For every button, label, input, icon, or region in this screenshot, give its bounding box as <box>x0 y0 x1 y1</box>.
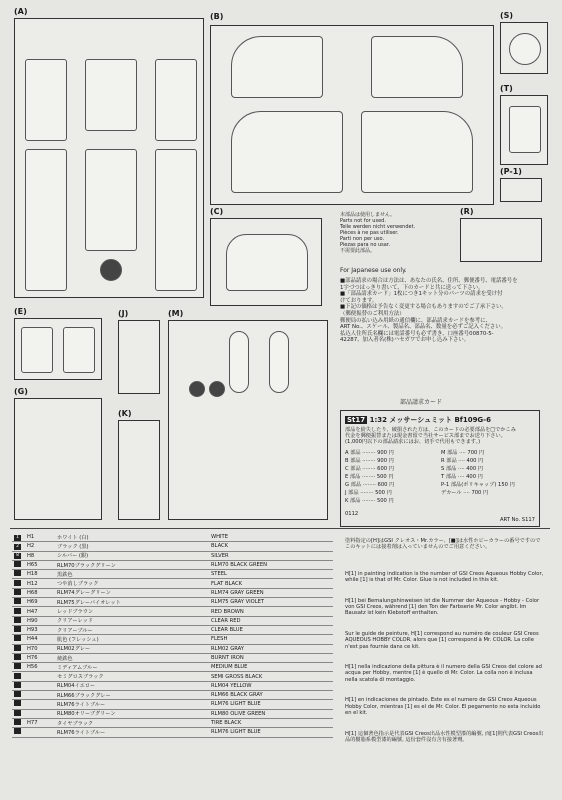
frame-label: (J) <box>118 309 129 318</box>
card-code: St17 <box>347 416 366 424</box>
color-name-jp: セミグロスブラック <box>55 672 209 681</box>
color-name-jp: RLM75グレーバイオレット <box>55 598 209 607</box>
paint-instructions <box>345 538 545 743</box>
color-code: H47 <box>25 607 55 616</box>
color-row <box>12 579 333 588</box>
sprue-frame-t <box>500 84 548 165</box>
paint-color-table <box>12 533 333 738</box>
canopy-part <box>509 106 541 153</box>
color-name-en: CLEAR BLUE <box>209 625 333 634</box>
canopy-part <box>509 33 541 65</box>
frame-label: (B) <box>210 12 224 21</box>
wing-upper-right <box>371 36 463 98</box>
price-row: A 部品 ········ 900 円 <box>345 450 394 456</box>
sprue-frame-c <box>210 207 322 306</box>
card-footer-left: 0112 <box>345 511 359 517</box>
instruction-fr: Sur le guide de peinture, H[1] correspond au numéro de couleur GSI Creos AQUEOUS HOBBY COLOR. alors que [1] correspond à Mr. COLOR. La colle n'est pas fournie dans ce kit. <box>345 630 539 650</box>
panel-part <box>21 327 53 373</box>
color-name-en: RLM70 BLACK GREEN <box>209 560 333 569</box>
color-code: H68 <box>25 588 55 597</box>
color-row <box>12 551 333 560</box>
color-code <box>25 709 55 718</box>
fuselage-half-left <box>25 149 67 291</box>
color-code: H12 <box>25 579 55 588</box>
frame-label: (K) <box>118 409 132 418</box>
color-swatch <box>14 645 21 651</box>
drop-tank <box>229 331 249 393</box>
color-name-en: RLM76 LIGHT BLUE <box>209 728 333 737</box>
card-footer-right: ART No. S117 <box>499 517 535 523</box>
color-name-jp: RLM80オリーブグリーン <box>55 709 209 718</box>
price-row: P-1 部品(ポリキャップ) 150 円 <box>441 482 515 488</box>
color-code: H2 <box>25 542 55 551</box>
color-name-jp: レッドブラウン <box>55 607 209 616</box>
color-swatch: 2 <box>14 544 21 550</box>
sprue-frame-p1 <box>500 167 542 202</box>
color-code: H18 <box>25 570 55 579</box>
sprue-frame-b <box>210 12 494 205</box>
price-row: J 部品 ········ 500 円 <box>345 490 392 496</box>
instruction-en: H[1] in painting indication is the number of GSI Creos Aqueous Hobby Color, while [1] is that of Mr. Color. Glue is not included in this kit. <box>345 570 544 584</box>
card-title: 1:32 メッサーシュミット Bf109G-6 <box>369 416 491 424</box>
color-row <box>12 588 333 597</box>
price-row: S 部品 ···· 400 円 <box>441 466 483 472</box>
section-divider <box>10 528 550 529</box>
parts-order-card: St17 1:32 メッサーシュミット Bf109G-6 部品を紛失したり、破損された方は、このカードの必要部品を□でかこみ 代金を郵便振替または現金書留で当社サービス部までお送り下さい。 (1,000円以下の部品請求にはお、切手で代用もできます。) A 部品 ········ 900 円 B 部品 ········ 900 円 C 部品 ········ 600 円 E 部品 ········ 500 円 G 部品 ········ 600 円 J 部品 ········ 500 円 K 部品 ········ 500 円 M 部品 ···· 700 円 R 部品 ···· 400 円 S 部品 ···· 400 円 T 部品 ···· 400 円 P-1 部品(ポリキャップ) 150 円 デカール ···· 700 円 0112 ART No. S117 <box>340 410 540 527</box>
color-name-en: RLM66 BLACK GRAY <box>209 691 333 700</box>
color-swatch <box>14 580 21 586</box>
price-row: デカール ···· 700 円 <box>441 490 489 496</box>
color-swatch: 8 <box>14 553 21 559</box>
color-name-jp: ミディアムブルー <box>55 663 209 672</box>
color-swatch <box>14 691 21 697</box>
sprue-frame-s <box>500 11 548 74</box>
color-name-jp: ホワイト (白) <box>55 533 209 542</box>
color-name-en: FLESH <box>209 635 333 644</box>
color-name-jp: RLM04イエロー <box>55 681 209 690</box>
color-swatch <box>14 589 21 595</box>
color-code: H90 <box>25 616 55 625</box>
color-name-jp: 肌色 (フレッシュ) <box>55 635 209 644</box>
color-name-en: RLM80 OLIVE GREEN <box>209 709 333 718</box>
color-name-en: TIRE BLACK <box>209 718 333 727</box>
color-row <box>12 653 333 662</box>
color-row <box>12 625 333 634</box>
color-name-en: BLACK <box>209 542 333 551</box>
color-row <box>12 560 333 569</box>
color-row <box>12 681 333 690</box>
color-name-en: CLEAR RED <box>209 616 333 625</box>
color-name-jp: 焼鉄色 <box>55 653 209 662</box>
color-name-jp: RLM66ブラックグレー <box>55 691 209 700</box>
color-name-en: FLAT BLACK <box>209 579 333 588</box>
color-swatch <box>14 561 21 567</box>
sprue-frame-a <box>14 7 204 298</box>
color-row <box>12 616 333 625</box>
color-name-en: RLM74 GRAY GREEN <box>209 588 333 597</box>
color-row <box>12 700 333 709</box>
color-row <box>12 635 333 644</box>
color-name-en: RLM02 GRAY <box>209 644 333 653</box>
color-code: H69 <box>25 598 55 607</box>
color-swatch <box>14 608 21 614</box>
color-swatch: 1 <box>14 535 21 541</box>
color-name-jp: ブラック (黒) <box>55 542 209 551</box>
color-swatch <box>14 626 21 632</box>
color-row <box>12 607 333 616</box>
frame-label: (R) <box>460 207 474 216</box>
fuselage-part <box>155 59 197 141</box>
color-name-en: RLM76 LIGHT BLUE <box>209 700 333 709</box>
color-name-jp: つや消しブラック <box>55 579 209 588</box>
color-name-en: RED BROWN <box>209 607 333 616</box>
wing-lower-left <box>231 111 343 193</box>
color-name-en: RLM04 YELLOW <box>209 681 333 690</box>
color-code <box>25 700 55 709</box>
instruction-de: H[1] bei Bemalungshinweisen ist die Nummer der Aqueous - Hobby - Color von GSI Creos, während [1] den Ton der Farbserie Mr. Color angibt. Im Bausatz ist kein Klebstoff enthalten. <box>345 597 540 617</box>
cockpit-part <box>85 149 137 251</box>
color-name-en: SILVER <box>209 551 333 560</box>
frame-label: (T) <box>500 84 513 93</box>
color-swatch <box>14 663 21 669</box>
wheel-part <box>189 381 205 397</box>
color-swatch <box>14 719 21 725</box>
color-name-jp: クリアーレッド <box>55 616 209 625</box>
color-row <box>12 533 333 542</box>
color-code: H77 <box>25 718 55 727</box>
fuselage-half-right <box>155 149 197 291</box>
color-name-jp: RLM70ブラックグリーン <box>55 560 209 569</box>
price-row: G 部品 ········ 600 円 <box>345 482 395 488</box>
drop-tank <box>269 331 289 393</box>
color-swatch <box>14 654 21 660</box>
color-swatch <box>14 617 21 623</box>
color-code: H44 <box>25 635 55 644</box>
sprue-frame-g <box>14 387 102 520</box>
color-name-jp: 黒鉄色 <box>55 570 209 579</box>
color-name-jp: シルバー (銀) <box>55 551 209 560</box>
wheel-part <box>209 381 225 397</box>
color-code: H1 <box>25 533 55 542</box>
price-row: C 部品 ········ 600 円 <box>345 466 394 472</box>
tail-part <box>226 234 308 291</box>
color-code: H65 <box>25 560 55 569</box>
color-name-jp: クリアーブルー <box>55 625 209 634</box>
color-name-en: BURNT IRON <box>209 653 333 662</box>
color-name-en: RLM75 GRAY VIOLET <box>209 598 333 607</box>
color-name-en: SEMI GROSS BLACK <box>209 672 333 681</box>
color-code: H70 <box>25 644 55 653</box>
color-code <box>25 681 55 690</box>
color-row <box>12 598 333 607</box>
frame-label: (C) <box>210 207 224 216</box>
instruction-zh: H[1] 這個著色指示是代表GSI Creos出品水性模型漆的編號, 而[1]則代表GSI Creos出品的樹脂系模型漆的編號, 這份套件沒有含有接著劑。 <box>345 730 544 743</box>
frame-label: (G) <box>14 387 28 396</box>
color-row <box>12 691 333 700</box>
color-row <box>12 709 333 718</box>
price-row: R 部品 ···· 400 円 <box>441 458 484 464</box>
sprue-frame-e <box>14 307 102 380</box>
engine-part <box>100 259 122 281</box>
color-swatch <box>14 700 21 706</box>
color-swatch <box>14 570 21 576</box>
price-row: B 部品 ········ 900 円 <box>345 458 394 464</box>
wing-lower-right <box>361 111 473 193</box>
color-row <box>12 663 333 672</box>
instruction-it: H[1] nella indicazione della pittura è il numero della GSI Creos del colore ad acqua per Hobby, mentre [1] è quello di Mr. Color. La colla non è inclusa nella scatola di montaggio. <box>345 664 542 683</box>
sprue-frame-m <box>168 309 328 520</box>
color-code <box>25 672 55 681</box>
sprue-frame-j <box>118 309 160 394</box>
japanese-order-instructions: ■部品請求の場合は方法は、あなたの氏名、住所、郵便番号、電話番号を 1字づつはっきり書いて、下のカードと共に送って下さい。 ■「部品請求カード」1枚につき1キット分のパーツの請求を受け付 けております。 ■下記の価格は予告なく変更する場合もありますのでご了承下さい。 （郵便振替のご利用方法） 郵便局の払い込み用紙の通信欄に、部品請求カードを参考に、 ART No.、スケール、製品名、部品名、数量を必ずご記入ください。 払込人住所氏名欄には電話番号も必ず書き、口座番号00870-5- 42287、加入者名(株)ハセガワでお申し込み下さい。 <box>340 278 518 344</box>
price-row: E 部品 ········ 500 円 <box>345 474 394 480</box>
panel-part <box>63 327 95 373</box>
sprue-frame-r <box>460 207 542 262</box>
color-code <box>25 691 55 700</box>
color-name-jp: RLM02グレー <box>55 644 209 653</box>
color-row <box>12 570 333 579</box>
color-row <box>12 542 333 551</box>
frame-label: (P-1) <box>500 167 522 176</box>
sprue-frame-k <box>118 409 160 520</box>
color-row <box>12 718 333 727</box>
color-row <box>12 672 333 681</box>
unused-parts-notice: 本部品は使用しません。 Parts not for used. Teile werden nicht verwendet. Pièces à ne pas utiliser. Parti non per uso. Piezas para no usar. 不需要此部品。 <box>340 212 416 254</box>
color-swatch <box>14 710 21 716</box>
card-header: 部品請求カード <box>400 399 443 406</box>
color-name-jp: タイヤブラック <box>55 718 209 727</box>
color-name-jp: RLM76ライトブルー <box>55 728 209 737</box>
color-code: H8 <box>25 551 55 560</box>
color-name-en: STEEL <box>209 570 333 579</box>
color-code: H93 <box>25 625 55 634</box>
instruction-es: H[1] en indicaciones de pintado. Este es el numero de GSI Creos Aqueous Hobby Color, mientras [1] es el de Mr. Color. El pegamento no esta incluido en el kit. <box>345 697 541 717</box>
color-name-jp: RLM76ライトブルー <box>55 700 209 709</box>
frame-label: (M) <box>168 309 184 318</box>
color-swatch <box>14 598 21 604</box>
color-swatch <box>14 682 21 688</box>
color-name-jp: RLM74グレーグリーン <box>55 588 209 597</box>
frame-label: (E) <box>14 307 27 316</box>
color-swatch <box>14 635 21 641</box>
color-swatch <box>14 673 21 679</box>
frame-label: (S) <box>500 11 514 20</box>
wing-upper-left <box>231 36 323 98</box>
color-code: H56 <box>25 663 55 672</box>
color-row <box>12 644 333 653</box>
color-code: H76 <box>25 653 55 662</box>
price-row: K 部品 ········ 500 円 <box>345 498 394 504</box>
price-row: M 部品 ···· 700 円 <box>441 450 485 456</box>
instruction-jp: 塗料指定の[H]はGSI クレオス・Mr.カラー、[■]は水性ホビーカラーの番号ですのでこのキットには接着剤は入っていませんのでご用意ください。 <box>345 538 541 551</box>
cockpit-part <box>85 59 137 131</box>
color-name-en: WHITE <box>209 533 333 542</box>
color-code <box>25 728 55 737</box>
frame-label: (A) <box>14 7 28 16</box>
fuselage-part <box>25 59 67 141</box>
color-swatch <box>14 728 21 734</box>
japanese-use-only: For Japanese use only. <box>340 267 407 274</box>
price-row: T 部品 ···· 400 円 <box>441 474 483 480</box>
color-row <box>12 728 333 737</box>
color-name-en: MEDIUM BLUE <box>209 663 333 672</box>
